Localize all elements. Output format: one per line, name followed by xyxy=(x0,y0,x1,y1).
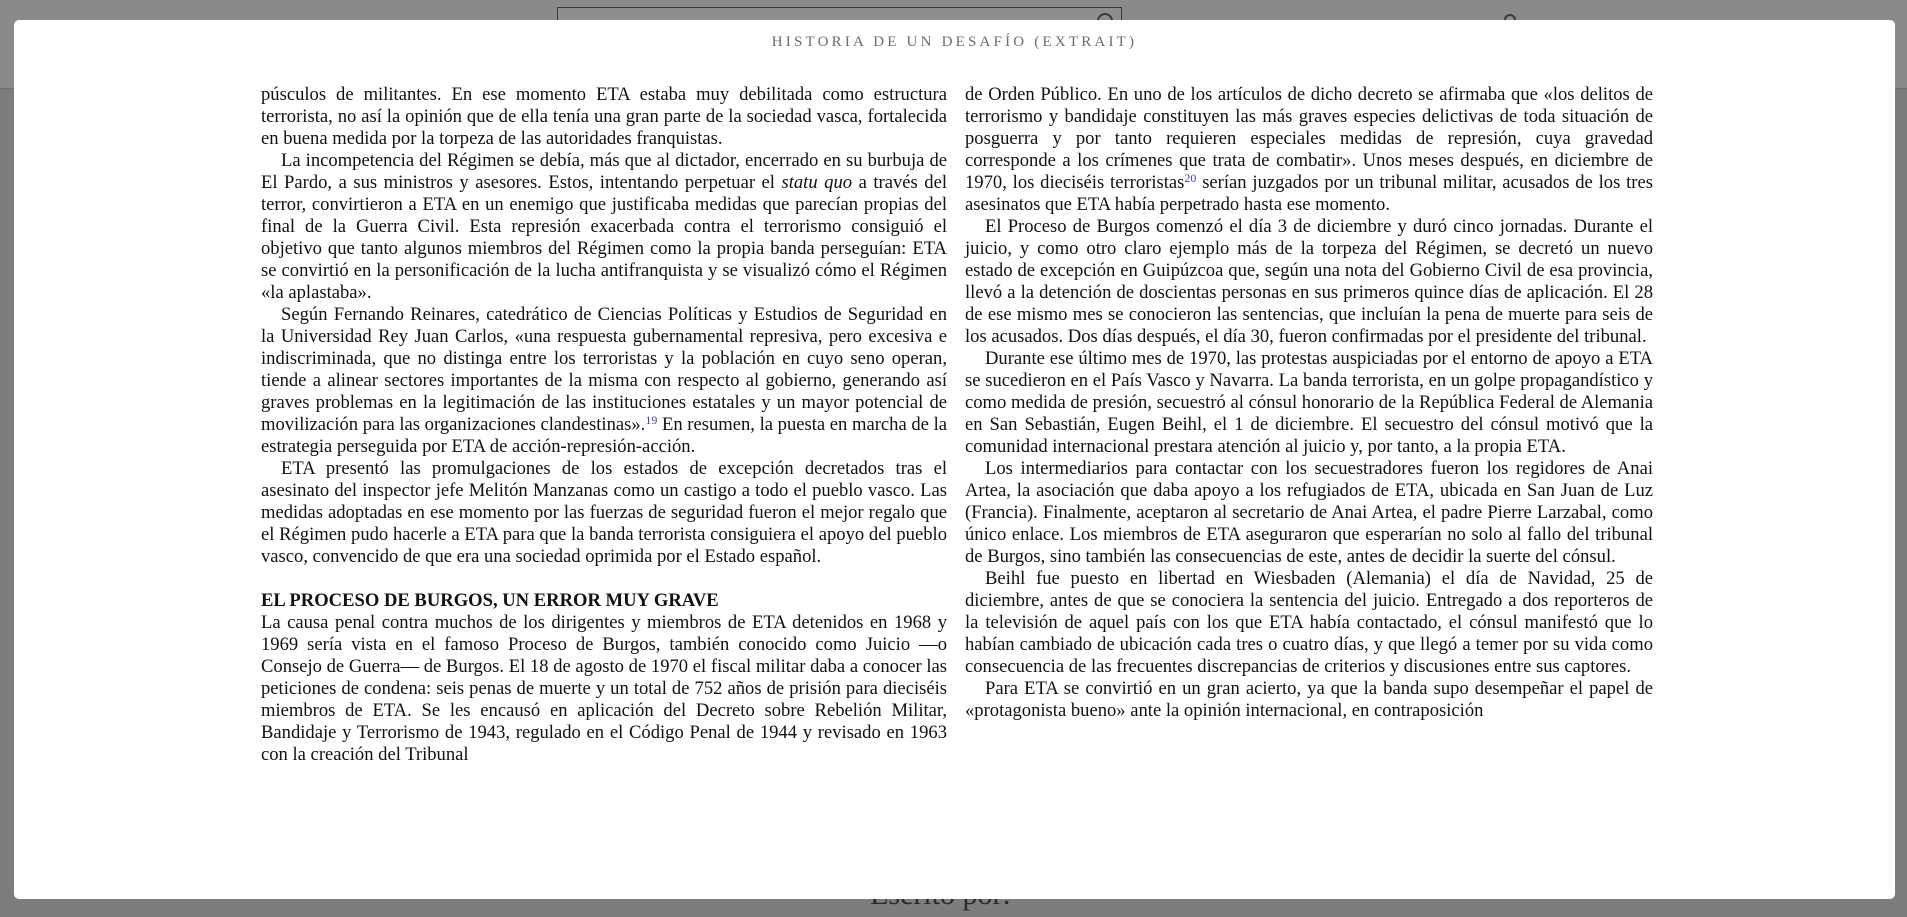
paragraph: El Proceso de Burgos comenzó el día 3 de diciembre y duró cinco jornadas. Durante el juicio, y como otro claro ejemplo más de la torpeza del Régimen, se decretó un nuevo estado de excepción en Guipúzcoa que, según una nota del Gobierno Civil de esa provincia, llevó a la detención de doscientas personas en sus primeros quince días de aplicación. El 28 de ese mismo mes se conocieron las sentencias, que incluían la pena de muerte para seis de los acusados. Dos días después, el día 30, fueron confirmadas por el presidente del tribunal. xyxy=(965,216,1653,347)
section-heading: EL PROCESO DE BURGOS, UN ERROR MUY GRAVE xyxy=(261,590,719,611)
paragraph: La causa penal contra muchos de los dirigentes y miembros de ETA detenidos en 1968 y 1969 sería vista en el famoso Proceso de Burgos, también conocido como Juicio —o Consejo de Guerra— de Burgos. El 18 de agosto de 1970 el fiscal militar daba a conocer las peticiones de condena: seis penas de muerte y un total de 752 años de prisión para dieciséis miembros de ETA. Se les encausó en aplicación del Decreto sobre Rebelión Militar, Bandidaje y Terrorismo de 1943, regulado en el Código Penal de 1944 y revisado en 1963 con la creación del Tribunal xyxy=(261,612,947,765)
paragraph: Beihl fue puesto en libertad en Wiesbaden (Alemania) el día de Navidad, 25 de diciembre, antes de que se conociera la sentencia del juicio. Entregado a dos reporteros de la televisión de aquel país con los que ETA había contactado, el cónsul manifestó que lo habían cambiado de ubicación cada tres o cuatro días, y que llegó a temer por su vida como consecuencia de las frecuentes discrepancias de criterios y discusiones entre sus captores. xyxy=(965,568,1653,677)
footnote-link-19[interactable]: 19 xyxy=(645,413,658,427)
book-page-right xyxy=(965,84,1653,722)
modal-title: HISTORIA DE UN DESAFÍO (EXTRAIT) xyxy=(771,34,1138,50)
paragraph: Durante ese último mes de 1970, las protestas auspiciadas por el entorno de apoyo a ETA se sucedieron en el País Vasco y Navarra. La banda terrorista, en un golpe propagandístico y como medida de presión, secuestró al cónsul honorario de la República Federal de Alemania en San Sebastián, Eugen Beihl, el 1 de diciembre. El secuestro del cónsul motivó que la comunidad internacional prestara atención al juicio y, por tanto, a la propia ETA. xyxy=(965,348,1653,457)
paragraph: ETA presentó las promulgaciones de los estados de excepción decretados tras el asesinato del inspector jefe Melitón Manzanas como un castigo a todo el pueblo vasco. Las medidas adoptadas en ese momento por las fuerzas de seguridad fueron el mejor regalo que el Régimen pudo hacerle a ETA para que la banda terrorista consiguiera el apoyo del pueblo vasco, convencido de que era una sociedad oprimida por el Estado español. xyxy=(261,458,947,567)
footnote-link-20[interactable]: 20 xyxy=(1184,171,1197,185)
paragraph: Los intermediarios para contactar con los secuestradores fueron los regidores de Anai Artea, la asociación que daba apoyo a los refugiados de ETA, ubicada en San Juan de Luz (Francia). Finalmente, aceptaron al secretario de Anai Artea, el padre Pierre Larzabal, como único enlace. Los miembros de ETA aseguraron que esperarían no solo al fallo del tribunal de Burgos, sino también las consecuencias de este, antes de decidir la suerte del cónsul. xyxy=(965,458,1653,567)
excerpt-modal[interactable] xyxy=(14,20,1895,899)
italic-text: statu quo xyxy=(781,172,853,193)
paragraph: Según Fernando Reinares, catedrático de Ciencias Políticas y Estudios de Seguridad en la Universidad Rey Juan Carlos, «una respuesta gubernamental represiva, pero excesiva e indiscriminada, que no distinga entre los terroristas y la población en cuyo seno operan, tiende a alinear sectores importantes de la misma con respecto al gobierno, generando así graves problemas en la legitimación de las instituciones estatales y un mayor potencial de movilización para las organizaciones clandestinas».$^{19}$ En resumen, la puesta en marcha de la estrategia perseguida por ETA de acción-represión-acción. xyxy=(261,304,947,457)
paragraph: púsculos de militantes. En ese momento ETA estaba muy debilitada como estructura terrorista, no así la opinión que de ella tenía una gran parte de la sociedad vasca, fortalecida en buena medida por la torpeza de las autoridades franquistas. xyxy=(261,84,947,149)
book-page-left xyxy=(261,84,947,766)
paragraph: de Orden Público. En uno de los artículos de dicho decreto se afirmaba que «los delitos de terrorismo y bandidaje constituyen las más graves especies delictivas de toda situación de posguerra y por tanto requieren especiales medidas de represión, cuya gravedad corresponde a los crímenes que trata de combatir». Unos meses después, en diciembre de 1970, los dieciséis terroristas$^{20}$ serían juzgados por un tribunal militar, acusados de los tres asesinatos que ETA había perpetrado hasta ese momento. xyxy=(965,84,1653,215)
paragraph: La incompetencia del Régimen se debía, más que al dictador, encerrado en su burbuja de El Pardo, a sus ministros y asesores. Estos, intentando perpetuar el statu quo a través del terror, convirtieron a ETA en un enemigo que justificaba medidas que parecían propias del final de la Guerra Civil. Esta represión exacerbada contra el terrorismo consiguió el objetivo que tanto algunos miembros del Régimen como la propia banda perseguían: ETA se convirtió en la personificación de la lucha antifranquista y se visualizó cómo el Régimen «la aplastaba». xyxy=(261,150,947,303)
paragraph: Para ETA se convirtió en un gran acierto, ya que la banda supo desempeñar el papel de «protagonista bueno» ante la opinión internacional, en contraposición xyxy=(965,678,1653,721)
